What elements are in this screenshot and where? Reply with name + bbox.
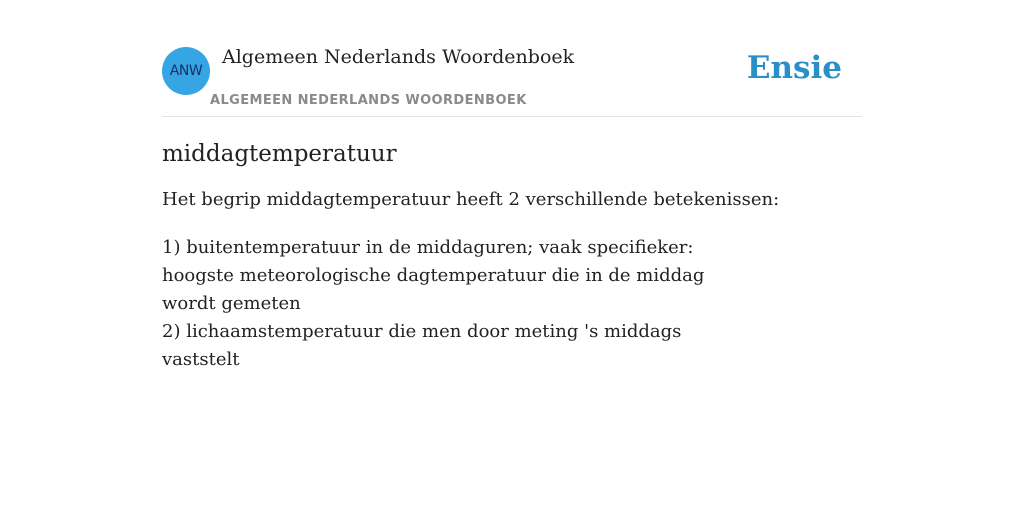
- entry-intro: Het begrip middagtemperatuur heeft 2 verschillende betekenissen:: [162, 189, 780, 210]
- definition-list: [162, 234, 862, 374]
- ensie-logo-link[interactable]: Ensie: [746, 50, 842, 86]
- entry-word: middagtemperatuur: [162, 141, 397, 167]
- site-subtitle: ALGEMEEN NEDERLANDS WOORDENBOEK: [210, 93, 527, 108]
- site-title[interactable]: Algemeen Nederlands Woordenboek: [222, 46, 575, 68]
- site-header: [162, 40, 862, 117]
- definition-item: 2) lichaamstemperatuur die men door meting 's middags vaststelt: [162, 321, 682, 370]
- logo-text: ANW: [169, 63, 203, 79]
- definition-item: 1) buitentemperatuur in de middaguren; vaak specifieker: hoogste meteorologische dagtemperatuur die in de middag wordt gemeten: [162, 237, 705, 314]
- entry-content: [162, 138, 862, 374]
- anw-logo[interactable]: [162, 47, 210, 95]
